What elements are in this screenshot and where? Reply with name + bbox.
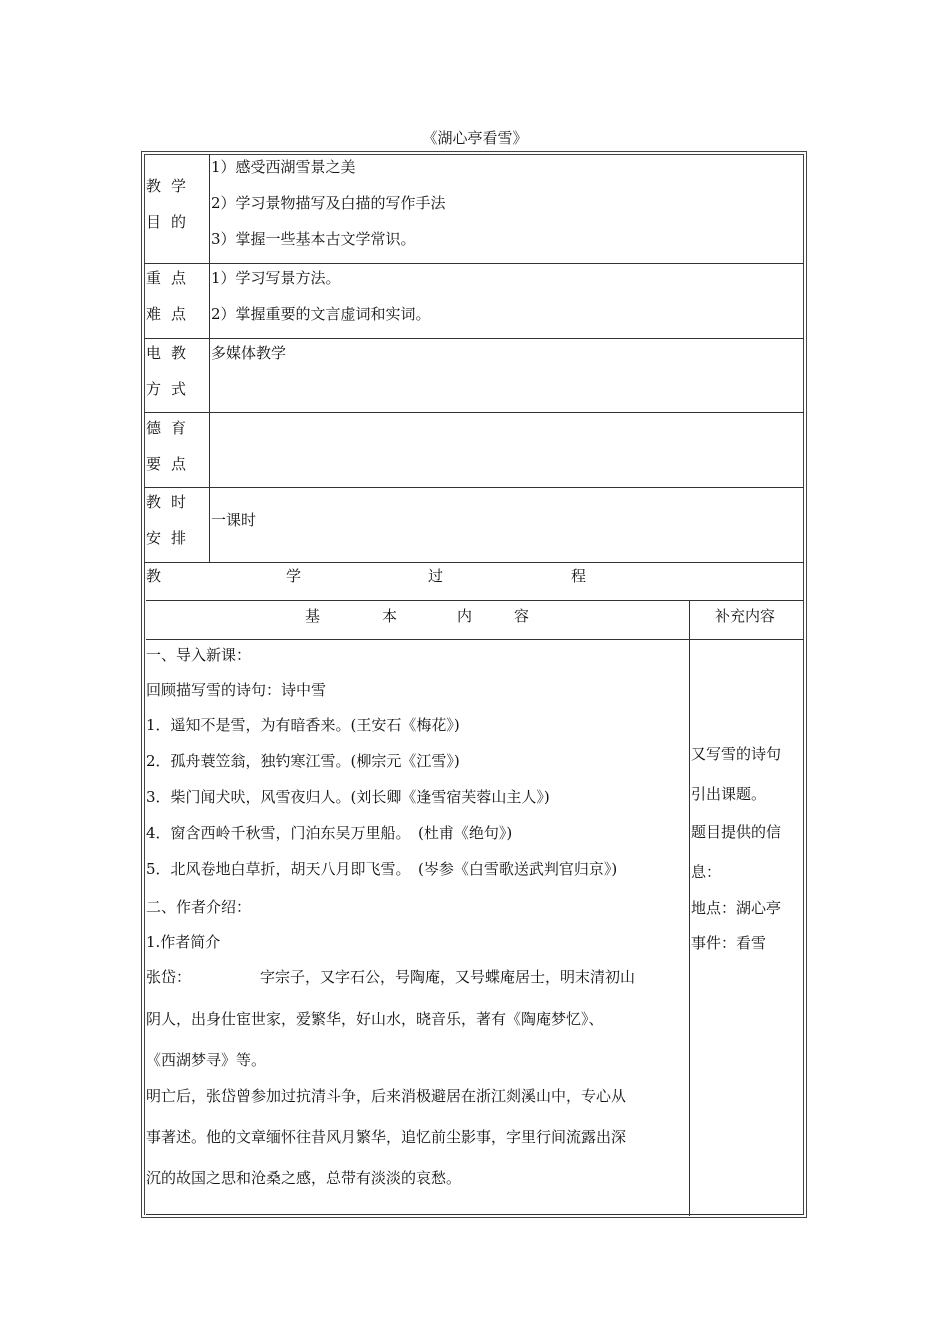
row-divider (144, 487, 804, 488)
bio-line: 字宗子，又字石公，号陶庵，又号蝶庵居士，明末清初山 (260, 968, 636, 986)
row-label-time: 安排 (146, 529, 197, 547)
column-header-main-char: 本 (382, 607, 398, 625)
row-divider (144, 263, 804, 264)
row-divider (144, 412, 804, 413)
column-header-main-char: 内 (457, 607, 473, 625)
doc-title: 《湖心亭看雪》 (422, 129, 528, 147)
label-column-divider (209, 154, 210, 562)
poem-line: 5．北风卷地白草折，胡天八月即飞雪。 (岑参《白雪歌送武判官归京》) (146, 860, 618, 878)
review-line: 回顾描写雪的诗句：诗中雪 (146, 681, 327, 699)
later-line: 沉的故国之思和沧桑之感，总带有淡淡的哀愁。 (146, 1169, 462, 1187)
objective-item: 1）感受西湖雪景之美 (211, 158, 356, 176)
poem-line: 1．遥知不是雪，为有暗香来。(王安石《梅花》) (146, 716, 460, 734)
bio-line: 《西湖梦寻》等。 (146, 1051, 267, 1069)
row-label-media: 方式 (146, 380, 197, 398)
keypoint-item: 1）学习写景方法。 (211, 269, 341, 287)
row-divider (144, 562, 804, 563)
subsection-heading: 1.作者简介 (146, 933, 221, 951)
poem-line: 2．孤舟蓑笠翁，独钓寒江雪。(柳宗元《江雪》) (146, 752, 460, 770)
row-divider (146, 600, 804, 601)
bio-name: 张岱： (146, 968, 192, 986)
objective-item: 2）学习景物描写及白描的写作手法 (211, 194, 446, 212)
row-divider (146, 639, 804, 640)
row-label-keypoints: 重点 (146, 269, 197, 287)
process-heading-char: 过 (428, 567, 444, 585)
keypoint-item: 2）掌握重要的文言虚词和实词。 (211, 305, 431, 323)
objective-item: 3）掌握一些基本古文学常识。 (211, 230, 416, 248)
row-label-media: 电教 (146, 344, 197, 362)
process-heading-char: 教 (146, 567, 162, 585)
row-divider (144, 338, 804, 339)
side-note: 题目提供的信 (691, 823, 782, 841)
side-note: 地点：湖心亭 (691, 899, 782, 917)
column-header-side: 补充内容 (715, 607, 776, 625)
column-header-main-char: 容 (514, 607, 530, 625)
side-note: 又写雪的诗句 (691, 745, 782, 763)
bio-line: 阴人，出身仕宦世家，爱繁华，好山水，晓音乐，著有《陶庵梦忆》、 (146, 1010, 604, 1028)
media-value: 多媒体教学 (211, 344, 287, 362)
row-label-time: 教时 (146, 493, 197, 511)
section-heading: 二、作者介绍： (146, 898, 252, 916)
time-value: 一课时 (211, 511, 257, 529)
column-header-main-char: 基 (305, 607, 321, 625)
side-note: 息： (691, 863, 722, 881)
row-label-keypoints: 难点 (146, 305, 197, 323)
section-heading: 一、导入新课： (146, 646, 252, 664)
process-heading-char: 学 (286, 567, 302, 585)
row-label-objectives: 目的 (146, 213, 197, 231)
poem-line: 3．柴门闻犬吠，风雪夜归人。(刘长卿《逢雪宿芙蓉山主人》) (146, 788, 550, 806)
process-heading-char: 程 (571, 567, 587, 585)
side-column-divider (689, 600, 690, 1216)
row-divider (146, 1214, 804, 1215)
side-note: 事件：看雪 (691, 934, 767, 952)
row-label-objectives: 教学 (146, 177, 197, 195)
row-label-moral: 德育 (146, 419, 197, 437)
later-line: 事著述。他的文章缅怀往昔风月繁华，追忆前尘影事，字里行间流露出深 (146, 1128, 627, 1146)
row-label-moral: 要点 (146, 455, 197, 473)
side-note: 引出课题。 (691, 785, 767, 803)
later-line: 明亡后，张岱曾参加过抗清斗争，后来消极避居在浙江剡溪山中，专心从 (146, 1087, 627, 1105)
poem-line: 4．窗含西岭千秋雪，门泊东吴万里船。 (杜甫《绝句》) (146, 824, 513, 842)
